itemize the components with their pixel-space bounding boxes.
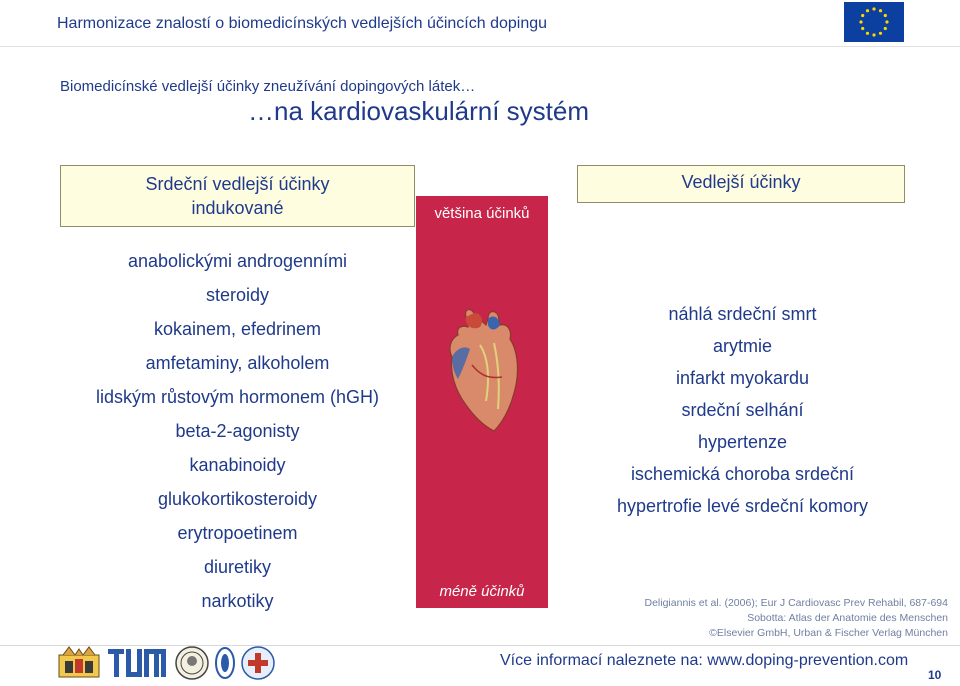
cause-item: narkotiky: [201, 591, 274, 611]
cause-item: beta-2-agonisty: [175, 421, 300, 441]
round-logo: [214, 645, 236, 681]
cause-item: lidským růstovým hormonem (hGH): [95, 387, 380, 407]
effect-item: srdeční selhání: [681, 400, 804, 420]
cause-item: amfetaminy, alkoholem: [145, 353, 330, 373]
university-seal-logo: [57, 645, 101, 681]
effect-item: hypertenze: [697, 432, 788, 452]
cause-item: kokainem, efedrinem: [153, 319, 322, 339]
header-title: Harmonizace znalostí o biomedicínských vedlejších účincích dopingu: [57, 15, 548, 32]
cause-item: glukokortikosteroidy: [157, 489, 318, 509]
effect-item: ischemická choroba srdeční: [630, 464, 855, 484]
effect-item: arytmie: [712, 336, 772, 356]
citation-block: [600, 596, 948, 641]
effect-item: náhlá srdeční smrt: [668, 304, 817, 324]
page-number: 10: [928, 668, 942, 682]
citation-line: ©Elsevier GmbH, Urban & Fischer Verlag München: [709, 627, 948, 639]
citation-line: Sobotta: Atlas der Anatomie des Menschen: [747, 612, 948, 624]
effects-list: [560, 298, 925, 522]
cause-item: erytropoetinem: [177, 523, 298, 543]
left-header-line-2: indukované: [191, 198, 284, 218]
effect-item: hypertrofie levé srdeční komory: [616, 496, 869, 516]
cause-item: kanabinoidy: [189, 455, 286, 475]
tum-logo: [106, 645, 168, 681]
eu-flag-icon: [844, 2, 904, 42]
footer-website-link[interactable]: Více informací naleznete na: www.doping-prevention.com: [500, 652, 909, 669]
hospital-logo: [240, 645, 276, 681]
less-effects-label: méně účinků: [439, 583, 525, 600]
causes-list: [60, 244, 415, 618]
seal-logo: [174, 645, 210, 681]
slide-subtitle: Biomedicínské vedlejší účinky zneužívání dopingových látek…: [60, 78, 476, 95]
more-effects-label: většina účinků: [434, 205, 530, 222]
heart-illustration: [436, 305, 528, 435]
citation-line: Deligiannis et al. (2006); Eur J Cardiovasc Prev Rehabil, 687-694: [644, 597, 948, 609]
cause-item: diuretiky: [203, 557, 272, 577]
left-header-line-1: Srdeční vedlejší účinky: [145, 174, 330, 194]
effect-item: infarkt myokardu: [675, 368, 810, 388]
header-divider: [0, 46, 960, 47]
cause-item: anabolickými androgenními: [127, 251, 348, 271]
cause-item: steroidy: [205, 285, 270, 305]
left-header-text: [60, 172, 415, 220]
slide-heading: …na kardiovaskulární systém: [248, 96, 590, 126]
right-header-text: Vedlejší účinky: [681, 172, 801, 192]
